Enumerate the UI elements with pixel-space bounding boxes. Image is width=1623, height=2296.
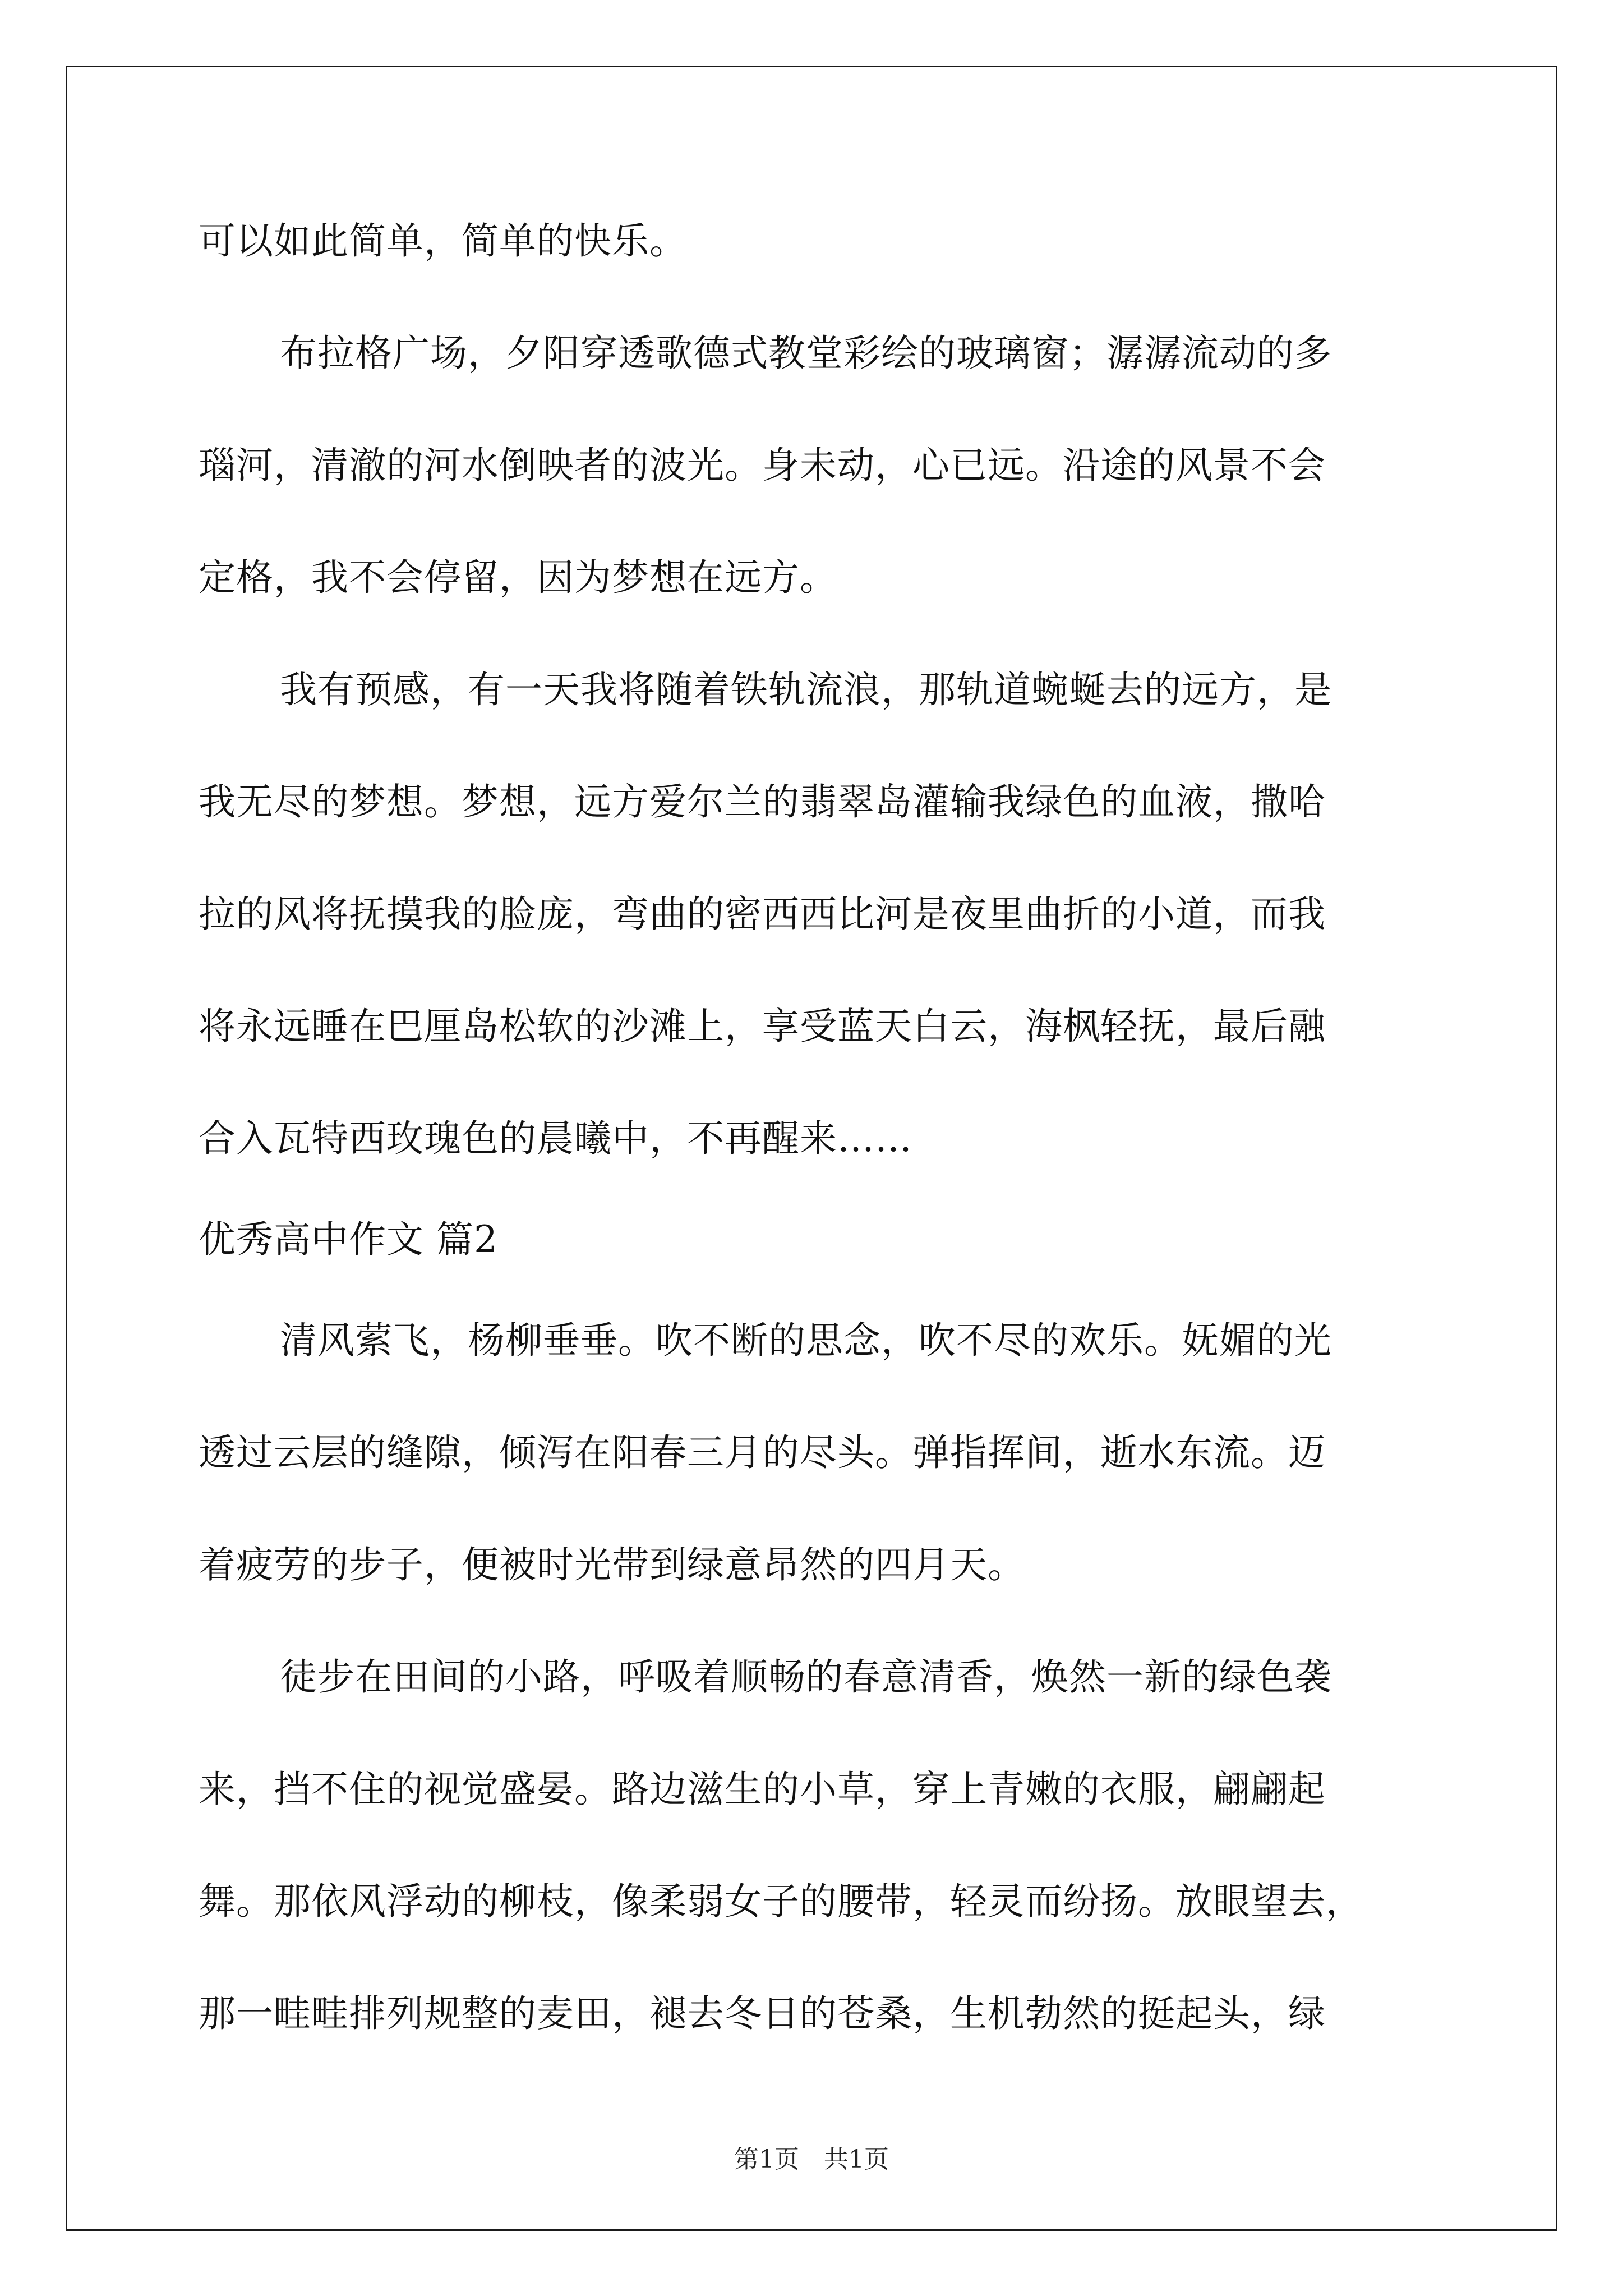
text-line: 透过云层的缝隙，倾泻在阳春三月的尽头。弹指挥间，逝水东流。迈 — [199, 1431, 1326, 1474]
document-body — [199, 199, 1427, 2084]
paragraph-start-line: 我有预感，有一天我将随着铁轨流浪，那轨道蜿蜒去的远方，是 — [280, 668, 1332, 711]
text-line: 我无尽的梦想。梦想，远方爱尔兰的翡翠岛灌输我绿色的血液，撒哈 — [199, 780, 1326, 823]
page-footer: 第1页 共1页 — [734, 2145, 889, 2174]
text-line: 来，挡不住的视觉盛晏。路边滋生的小草，穿上青嫩的衣服，翩翩起 — [199, 1768, 1326, 1811]
text-line: 定格，我不会停留，因为梦想在远方。 — [199, 556, 837, 599]
text-line: 可以如此简单，简单的快乐。 — [199, 219, 687, 263]
paragraph-start-line: 徒步在田间的小路，呼吸着顺畅的春意清香，焕然一新的绿色袭 — [280, 1655, 1332, 1699]
text-line: 瑙河，清澈的河水倒映者的波光。身未动，心已远。沿途的风景不会 — [199, 444, 1326, 487]
text-line: 那一畦畦排列规整的麦田，褪去冬日的苍桑，生机勃然的挺起头，绿 — [199, 1992, 1326, 2035]
text-line: 拉的风将抚摸我的脸庞，弯曲的密西西比河是夜里曲折的小道，而我 — [199, 892, 1326, 936]
text-line: 舞。那依风浮动的柳枝，像柔弱女子的腰带，轻灵而纷扬。放眼望去， — [199, 1880, 1363, 1923]
text-line: 将永远睡在巴厘岛松软的沙滩上，享受蓝天白云，海枫轻抚，最后融 — [199, 1005, 1326, 1048]
paragraph-start-line: 布拉格广场，夕阳穿透歌德式教堂彩绘的玻璃窗；潺潺流动的多 — [280, 332, 1332, 375]
text-line: 着疲劳的步子，便被时光带到绿意昂然的四月天。 — [199, 1543, 1025, 1586]
text-line: 合入瓦特西玫瑰色的晨曦中，不再醒来…… — [199, 1117, 912, 1160]
paragraph-start-line: 清风萦飞，杨柳垂垂。吹不断的思念，吹不尽的欢乐。妩媚的光 — [280, 1319, 1332, 1362]
section-heading: 优秀高中作文 篇2 — [199, 1218, 498, 1261]
